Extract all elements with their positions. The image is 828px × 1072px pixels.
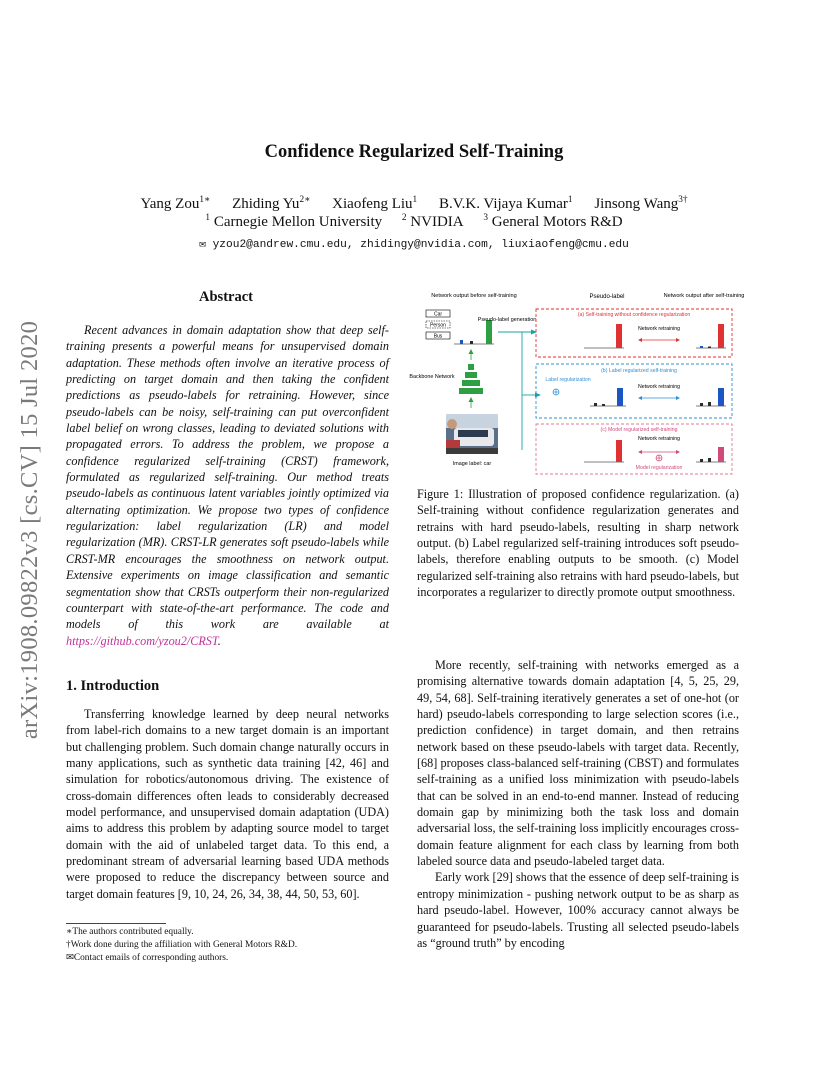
abstract-body: Recent advances in domain adaptation show that deep self-training presents a powerful means for unsupervised domain adaptation. These methods often involve an iterative process of predicting on target domain and then taking the confident predictions as pseudo-labels for retraining. However, since pseudo-labels can be noisy, self-training can put overconfident label belief on wrong classes, leading to deviated solutions with propagated errors. To address the problem, we propose a confidence regularized self-training (CRST) framework, formulated as regularized self-training. Our method treats pseudo-labels as continuous latent variables jointly optimized via alternating optimization. We propose two types of confidence regularization: label regularization (LR) and model regularization (MR). CRST-LR generates soft pseudo-labels while CRST-MR encourages the smoothness on network output. Extensive experiments on image classification and semantic segmentation show that CRSTs outperform their non-regularized counterpart with state-of-the-art performance. The code and models of this work are available at https://github.com/yzou2/CRST. [66,323,389,648]
initial-output-bars [454,320,494,344]
svg-text:Person: Person [430,322,446,329]
footnote-rule [66,923,166,924]
paragraph: More recently, self-training with networks emerged as a promising alternative towards domain adaptation [4, 5, 25, 29, 49, 54, 68]. Self-training iteratively generates a set of one-hot (or hard) pseudo-labels corresponding to large selection scores (i.e., prediction confidence) in target domain, and then retrains network based on these pseudo-labels with target data. Recently, [68] proposes class-balanced self-training (CBST) and formulates self-training as a unified loss minimization with pseudo-labels that can be solved in an end-to-end manner. Instead of reducing domain gap by minimizing both the task loss and domain adversarial loss, the self-training loss implicitly encourages cross-domain feature alignment for each class by learning from both labeled source data and pseudo-labeled target data. [417,658,739,869]
footnote: ∗The authors contributed equally. [66,927,194,937]
author-emails: ✉ yzou2@andrew.cmu.edu, zhidingy@nvidia.com, liuxiaofeng@cmu.edu [199,239,629,251]
label-output-before: Network output before self-training [431,293,517,299]
flow-arrows [498,332,536,395]
figure-1-diagram [409,290,745,476]
affiliation: $^1$ Carnegie Mellon University [205,213,383,230]
author: Yang Zou$^{1∗}$ [140,195,211,212]
figure-1-caption: Figure 1: Illustration of proposed confidence regularization. (a) Self-training without confidence regularization generates and retrains with hard pseudo-labels, resulting in sharp network output. (b) Label regularized self-training introduces soft pseudo-labels, therefore enabling outputs to be smooth. (c) Model regularized self-training also retrains with hard pseudo-labels, but incorporates a regularizer to directly promote output smoothness. [417,487,739,600]
panel-a-self-training [536,309,732,357]
svg-text:(c) Model regularized self-tra: (c) Model regularized self-training [600,427,678,433]
section-heading-introduction: 1. Introduction [66,678,160,694]
arxiv-stamp [10,300,50,760]
footnote: †Work done during the affiliation with General Motors R&D. [66,940,298,950]
svg-text:Model regularization: Model regularization [635,465,683,471]
panel-b-label-regularized [536,364,732,418]
footnote: ✉Contact emails of corresponding authors. [66,953,229,963]
svg-text:Car: Car [433,311,443,318]
affiliation: $^3$ General Motors R&D [483,213,623,230]
affiliations [0,214,828,231]
svg-text:Pseudo-label generation: Pseudo-label generation [477,317,537,323]
author: Xiaofeng Liu$^1$ [332,195,418,212]
paper-title: Confidence Regularized Self-Training [264,142,564,162]
intro-paragraph: Transferring knowledge learned by deep neural networks from label-rich domains to a new target domain is an important but challenging problem. Such domain change naturally occurs in many applications, such as synthetic data training [42, 46] and simulation for robotics/autonomous driving. The existence of cross-domain differences often leads to considerably decreased model performance, and unsupervised domain adaptation (UDA) aims to address this problem by adapting source model to target domain with the aid of unlabeled target data. To this end, a predominant stream of adversarial learning based UDA methods were proposed to reduce the discrepancy between source and target domain features [9, 10, 24, 26, 34, 38, 44, 50, 53, 60]. [66,707,389,901]
paragraph: Early work [29] shows that the essence of deep self-training is entropy minimization - pushing network output to be as sharp as hard pseudo-label. However, 100% accuracy cannot always be guaranteed for pseudo-labels. Trusting all selected pseudo-labels as “ground truth” by encoding [417,870,739,950]
affiliation: $^2$ NVIDIA [401,213,464,230]
arxiv-identifier: arXiv:1908.09822v3 [cs.CV] 15 Jul 2020 [16,320,43,740]
svg-text:Label regularization: Label regularization [545,377,591,383]
class-legend [426,310,450,340]
svg-text:Network retraining: Network retraining [637,436,681,442]
backbone-network-icon [459,364,483,394]
svg-text:(b) Label regularized self-tra: (b) Label regularized self-training [601,368,677,374]
label-output-after: Network output after self-training [663,293,745,299]
author: Zhiding $Yu^{2∗}$ [232,195,311,212]
author: B.V.K. Vijaya Kumar$^1$ [438,195,573,212]
abstract-heading: Abstract [199,289,253,305]
author-list [0,196,828,213]
panel-c-model-regularized [536,424,732,474]
label-pseudo-label: Pseudo-label [589,294,625,300]
code-link[interactable]: https://github.com/yzou2/CRST [66,633,218,648]
svg-text:Bus: Bus [433,333,443,340]
author: Jinsong Wang$^{3\dagger}$ [594,195,688,212]
right-column-text [417,657,739,951]
svg-text:Network retraining: Network retraining [637,326,681,332]
image-label: Image label: car [452,461,492,467]
svg-text:(a) Self-training without conf: (a) Self-training without confidence regularization [577,312,691,318]
input-image-car [446,414,498,454]
svg-text:Network retraining: Network retraining [637,384,681,390]
label-backbone: Backbone Network [409,374,455,380]
